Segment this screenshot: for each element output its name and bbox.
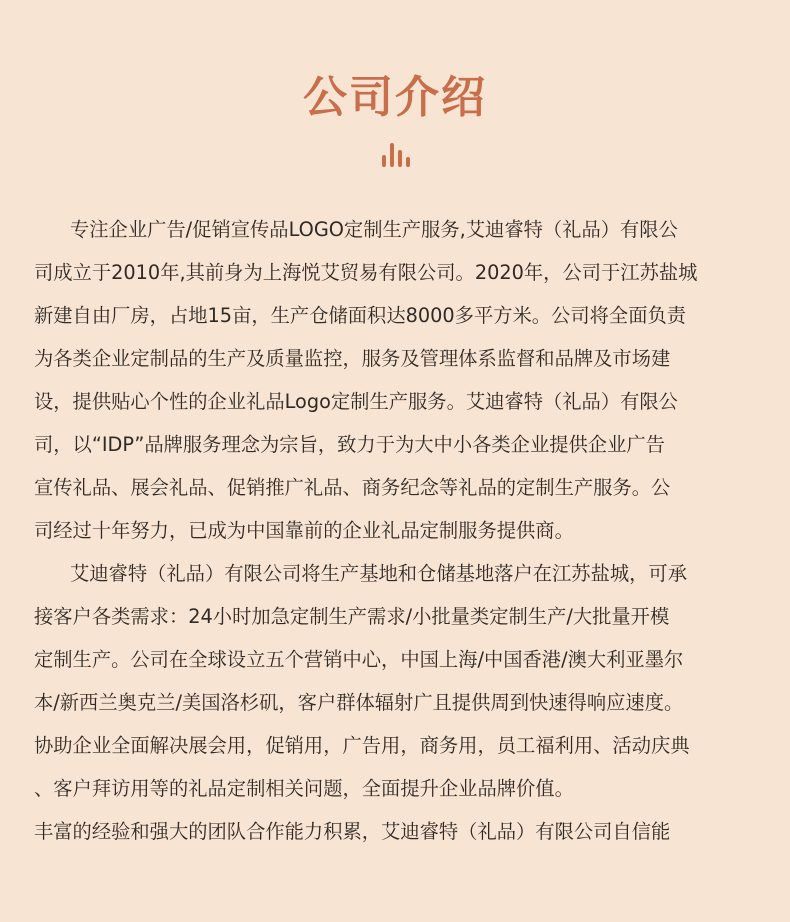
paragraph-line: 定制生产。公司在全球设立五个营销中心，中国上海/中国香港/澳大利亚墨尔 [34, 648, 684, 671]
paragraph-line: 司，以“IDP”品牌服务理念为宗旨，致力于为大中小各类企业提供企业广告 [34, 433, 665, 456]
intro-paragraph-1 [34, 208, 756, 552]
paragraph-line: 、客户拜访用等的礼品定制相关问题，全面提升企业品牌价值。 [34, 777, 574, 800]
paragraph-line: 丰富的经验和强大的团队合作能力积累，艾迪睿特（礼品）有限公司自信能 [34, 820, 671, 843]
paragraph-line: 为各类企业定制品的生产及质量监控，服务及管理体系监督和品牌及市场建 [34, 347, 671, 370]
paragraph-line: 接客户各类需求：24小时加急定制生产需求/小批量类定制生产/大批量开模 [34, 605, 670, 628]
paragraph-line: 协助企业全面解决展会用，促销用，广告用，商务用，员工福利用、活动庆典 [34, 734, 690, 757]
paragraph-line: 司成立于2010年,其前身为上海悦艾贸易有限公司。2020年，公司于江苏盐城 [34, 261, 698, 284]
paragraph-line: 新建自由厂房，占地15亩，生产仓储面积达8000多平方米。公司将全面负责 [34, 304, 687, 327]
intro-content [34, 208, 756, 853]
bar-chart-icon [382, 143, 410, 167]
paragraph-line: 专注企业广告/促销宣传品LOGO定制生产服务,艾迪睿特（礼品）有限公 [70, 218, 678, 241]
intro-paragraph-2 [34, 552, 756, 810]
page-title: 公司介绍 [303, 72, 487, 123]
paragraph-line: 宣传礼品、展会礼品、促销推广礼品、商务纪念等礼品的定制生产服务。公 [34, 476, 671, 499]
paragraph-line: 艾迪睿特（礼品）有限公司将生产基地和仓储基地落户在江苏盐城，可承 [70, 562, 687, 585]
paragraph-line: 司经过十年努力，已成为中国靠前的企业礼品定制服务提供商。 [34, 519, 574, 542]
paragraph-line: 本/新西兰奥克兰/美国洛杉矶，客户群体辐射广且提供周到快速得响应速度。 [34, 691, 684, 714]
intro-paragraph-3 [34, 810, 756, 853]
paragraph-line: 设，提供贴心个性的企业礼品Logo定制生产服务。艾迪睿特（礼品）有限公 [34, 390, 678, 413]
